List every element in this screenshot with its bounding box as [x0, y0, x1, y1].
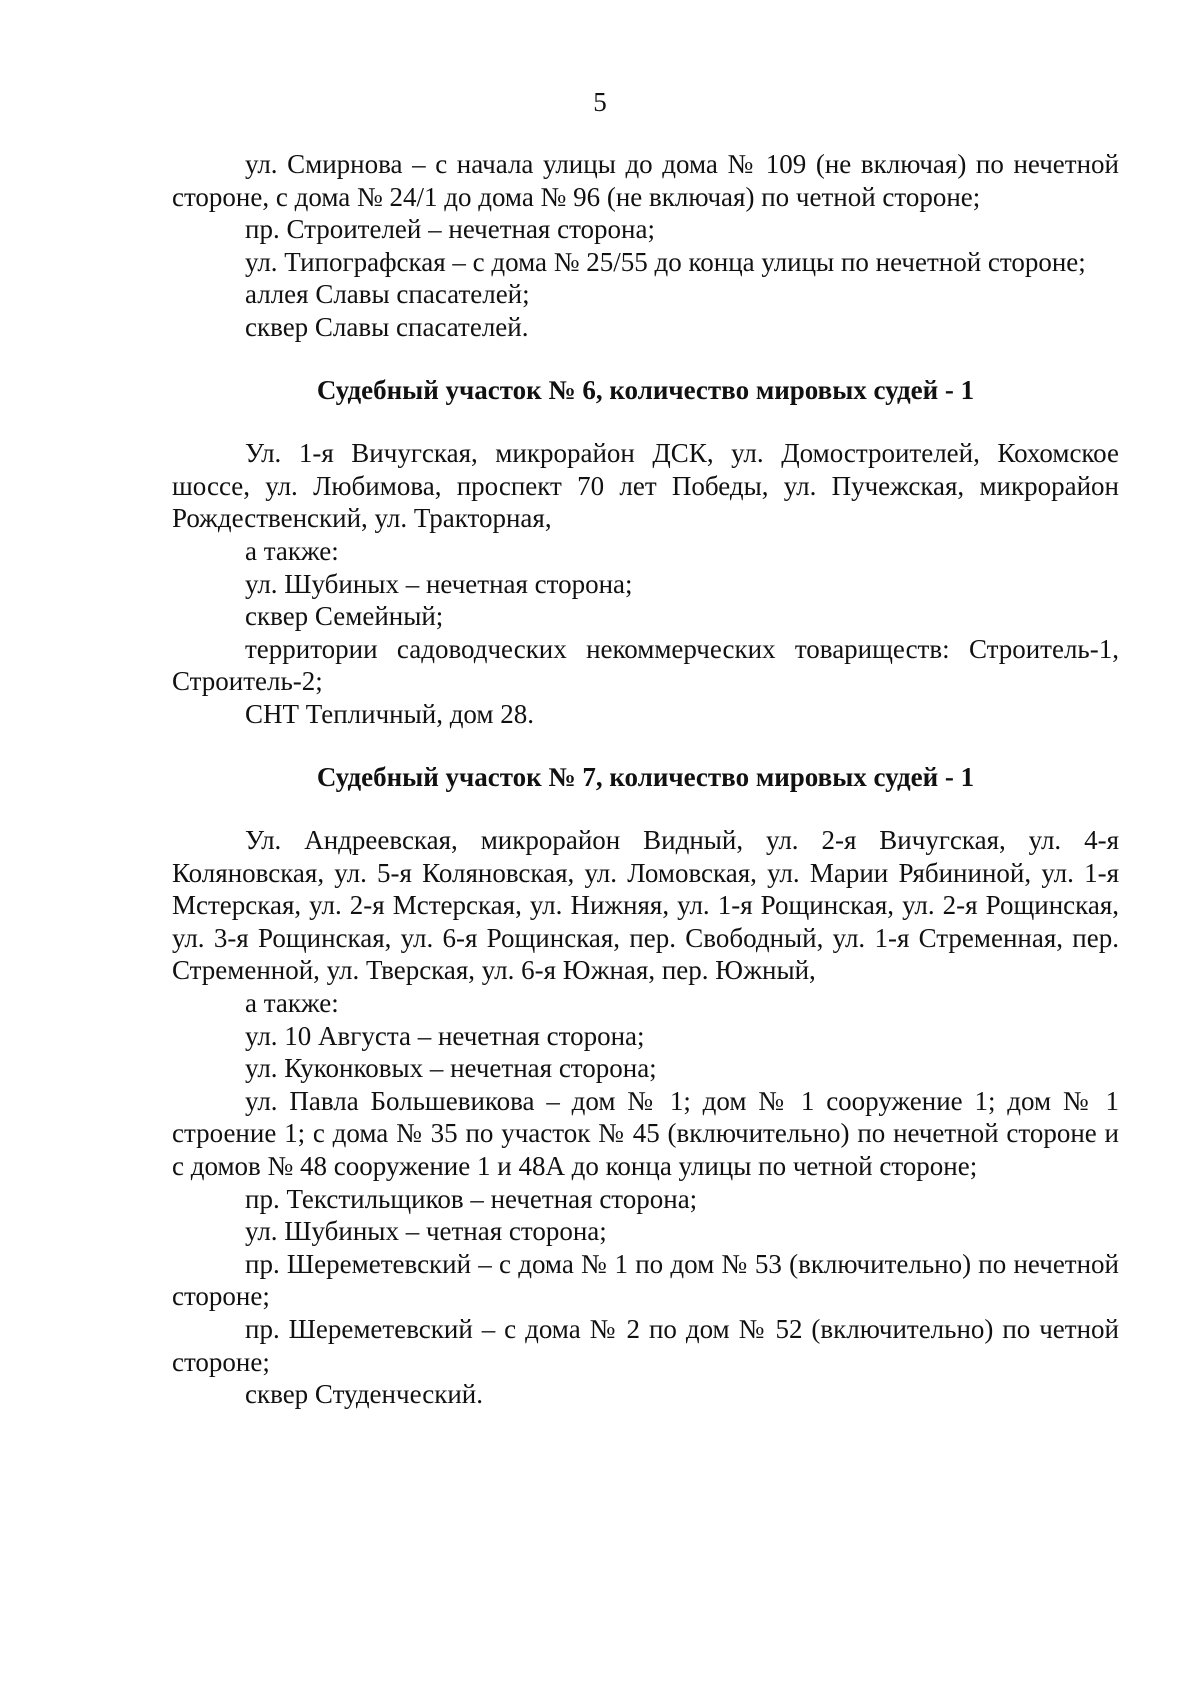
document-body	[172, 148, 1119, 1411]
list-item: пр. Шереметевский – с дома № 1 по дом № 53 (включительно) по нечетной стороне;	[172, 1248, 1119, 1312]
list-item: ул. Павла Большевикова – дом № 1; дом № 1 сооружение 1; дом № 1 строение 1; с дома № 35 по участок № 45 (включительно) по нечетной стороне и с домов № 48 сооружение 1 и 48А до конца улицы по четной стороне;	[172, 1085, 1119, 1182]
list-item: ул. Смирнова – с начала улицы до дома № 109 (не включая) по нечетной стороне, с дома № 24/1 до дома № 96 (не включая) по четной стороне;	[172, 149, 1119, 212]
list-item: ул. Типографская – с дома № 25/55 до конца улицы по нечетной стороне;	[245, 246, 1086, 277]
list-item: ул. Шубиных – нечетная сторона;	[245, 568, 633, 599]
list-item: сквер Семейный;	[245, 601, 444, 632]
list-item: сквер Студенческий.	[245, 1379, 483, 1410]
section-6-intro: Ул. 1-я Вичугская, микрорайон ДСК, ул. Домостроителей, Кохомское шоссе, ул. Любимова, проспект 70 лет Победы, ул. Пучежская, микрорайон Рождественский, ул. Тракторная,	[172, 438, 1119, 534]
list-item: ул. 10 Августа – нечетная сторона;	[245, 1020, 645, 1051]
previous-section-list	[172, 148, 1119, 344]
section-6-also: а также:	[245, 535, 339, 566]
list-item: ул. Шубиных – четная сторона;	[245, 1216, 607, 1247]
list-item: пр. Строителей – нечетная сторона;	[245, 214, 655, 245]
list-item: территории садоводческих некоммерческих товариществ: Строитель-1, Строитель-2;	[172, 633, 1119, 697]
list-item: пр. Шереметевский – с дома № 2 по дом № 52 (включительно) по четной стороне;	[172, 1314, 1119, 1377]
list-item: сквер Славы спасателей.	[245, 311, 529, 342]
page-number: 5	[593, 87, 607, 117]
list-item: пр. Текстильщиков – нечетная сторона;	[245, 1183, 698, 1214]
section-7-heading: Судебный участок № 7, количество мировых судей - 1	[316, 761, 975, 792]
list-item: аллея Славы спасателей;	[245, 279, 530, 310]
list-item: ул. Куконковых – нечетная сторона;	[245, 1053, 657, 1084]
section-6-heading: Судебный участок № 6, количество мировых судей - 1	[316, 374, 975, 405]
section-6-body	[172, 437, 1119, 730]
section-7-also: а также:	[245, 988, 339, 1019]
list-item: СНТ Тепличный, дом 28.	[245, 698, 534, 729]
section-7-intro: Ул. Андреевская, микрорайон Видный, ул. 2-я Вичугская, ул. 4-я Коляновская, ул. 5-я Коляновская, ул. Ломовская, ул. Марии Рябининой, ул. 1-я Мстерская, ул. 2-я Мстерская, ул. Нижняя, ул. 1-я Рощинская, ул. 2-я Рощинская, ул. 3-я Рощинская, ул. 6-я Рощинская, пер. Свободный, ул. 1-я Стременная, пер. Стременной, ул. Тверская, ул. 6-я Южная, пер. Южный,	[172, 825, 1119, 986]
section-7-body	[172, 824, 1119, 1411]
